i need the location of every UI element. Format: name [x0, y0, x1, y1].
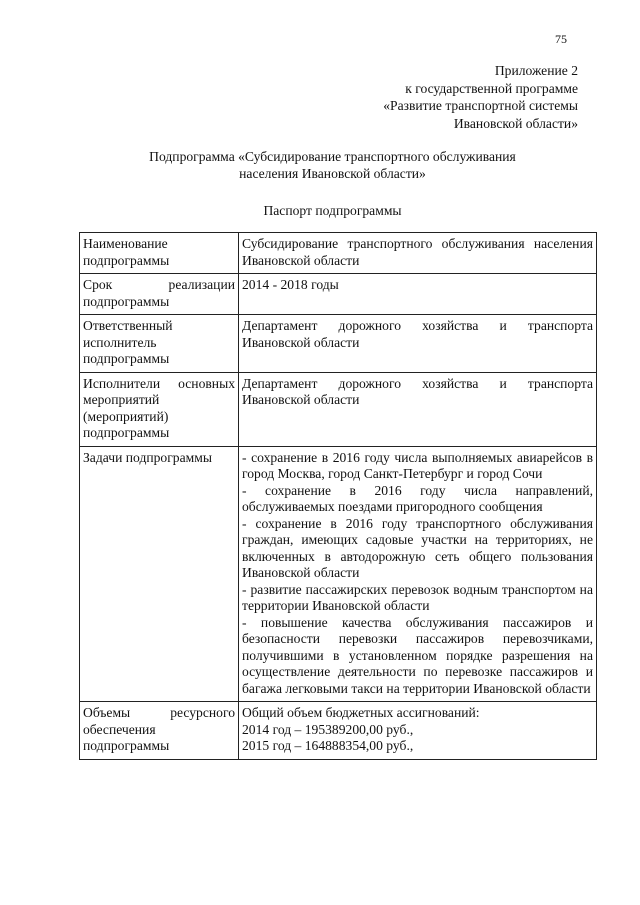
appendix-header [383, 62, 578, 132]
table-row [80, 233, 597, 274]
table-row [80, 274, 597, 315]
subprogram-title-line: населения Ивановской области» [239, 166, 426, 181]
row-label: Срок реализации подпрограммы [80, 274, 239, 315]
task-item: - развитие пассажирских перевозок водным транспортом на территории Ивановской области [242, 581, 593, 613]
funding-line: Общий объем бюджетных ассигнований: [242, 705, 480, 720]
task-item: - сохранение в 2016 году транспортного обслуживания граждан, имеющих садовые участки на территориях, не включенных в автодорожную сеть общего пользования Ивановской области [242, 515, 593, 580]
table-row [80, 446, 597, 702]
row-value: Департамент дорожного хозяйства и транспорта Ивановской области [239, 315, 597, 373]
row-value: Субсидирование транспортного обслуживания населения Ивановской области [239, 233, 597, 274]
row-label: Задачи подпрограммы [80, 446, 239, 702]
row-value [239, 446, 597, 702]
appendix-line: Приложение 2 [494, 63, 578, 78]
row-label: Наименование подпрограммы [80, 233, 239, 274]
subprogram-title-line: Подпрограмма «Субсидирование транспортного обслуживания [149, 149, 516, 164]
appendix-line: «Развитие транспортной системы [383, 98, 578, 113]
row-value: 2014 - 2018 годы [239, 274, 597, 315]
row-label: Ответственный исполнитель подпрограммы [80, 315, 239, 373]
task-item: - повышение качества обслуживания пассажиров и безопасности перевозки пассажиров перевозчиками, получившими в установленном порядке разрешения на осуществление деятельности по перевозке пассажиров и багажа легковыми такси на территории Ивановской области [242, 614, 593, 696]
funding-line: 2014 год – 195389200,00 руб., [242, 721, 414, 737]
passport-table [79, 232, 597, 760]
table-row [80, 315, 597, 373]
task-item: - сохранение в 2016 году числа направлений, обслуживаемых поездами пригородного сообщения [242, 482, 593, 514]
row-value: Департамент дорожного хозяйства и транспорта Ивановской области [239, 372, 597, 446]
page-number: 75 [555, 32, 567, 46]
funding-line: 2015 год – 164888354,00 руб., [242, 738, 414, 753]
row-label: Исполнители основных мероприятий (мероприятий) подпрограммы [80, 372, 239, 446]
row-label: Объемы ресурсного обеспечения подпрограммы [80, 702, 239, 760]
table-row [80, 372, 597, 446]
task-item: - сохранение в 2016 году числа выполняемых авиарейсов в город Москва, город Санкт-Петербург и город Сочи [242, 449, 593, 481]
table-row [80, 702, 597, 760]
appendix-line: к государственной программе [405, 80, 578, 96]
subprogram-title [80, 148, 585, 182]
appendix-line: Ивановской области» [453, 115, 578, 131]
passport-title: Паспорт подпрограммы [263, 203, 402, 218]
row-value [239, 702, 597, 760]
